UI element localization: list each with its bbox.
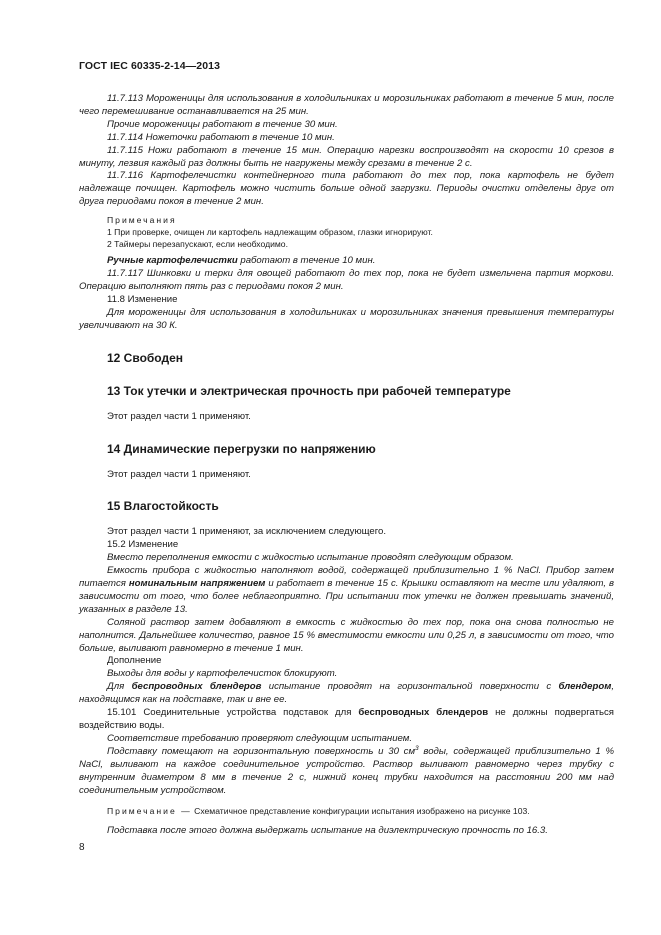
paragraph-11-7-116: 11.7.116 Картофелечистки контейнерного типа работают до тех пор, пока картофель не будет надлежаще почищен. Картофель можно чистить больше одной загрузки. Периоды очистки отделены друг от друга периодами покоя в течение 2 мин. [79,170,614,208]
section-13-heading: 13 Ток утечки и электрическая прочность при рабочей температуре [107,383,511,398]
paragraph-other-icecream: Прочие мороженицы работают в течение 30 мин. [107,118,338,130]
term-rated-voltage: номинальным напряжением [128,578,266,590]
section-15-addition: Дополнение [107,655,162,667]
section-14-heading: 14 Динамические перегрузки по напряжению [107,441,376,456]
paragraph-manual-peelers: Ручные картофелечистки работают в течение 10 мин. [107,255,376,267]
term-manual-peelers: Ручные картофелечистки [107,255,238,267]
section-15-para-d: Выходы для воды у картофелечисток блокируют. [107,668,338,680]
section-15-para-e: Для беспроводных блендеров испытание проводят на горизонтальной поверхности с блендером, находящимся как на подставке, так и вне ее. [79,681,614,706]
document-header: ГОСТ IEC 60335-2-14—2013 [79,60,221,72]
section-15-para-b: Емкость прибора с жидкостью наполняют водой, содержащей приблизительно 1 % NaCl. Прибор затем питается номинальным напряжением и работает в течение 15 с. Крышки оставляют на месте или удаляют, в зависимости от того, что более неблагоприятно. При испытании ток утечки не должен превышать значений, указанных в разделе 13. [79,565,614,615]
paragraph-temperature-rise: Для мороженицы для использования в холодильниках и морозильниках значения превышения температуры увеличивают на 30 К. [79,306,614,331]
notes-label: Примечания [107,215,177,226]
page-number: 8 [79,842,85,853]
note-label: Примечание — [107,806,192,817]
term-blender: блендером [558,681,612,693]
document-body [79,93,614,838]
section-12-heading: 12 Свободен [107,350,184,365]
section-15-2-change: 15.2 Изменение [107,539,179,551]
section-15-para-h: Подставку помещают на горизонтальную поверхность и 30 $см^3$ воды, содержащей приблизительно 1 % NaCl, выливают на каждое соединительное устройство. Раствор выливают равномерно через трубку с внутренним диаметром 8 мм в течение 2 с, нижний конец трубки находится на расстоянии 200 мм над соединительным устройством. [79,744,614,796]
note-1: 1 При проверке, очищен ли картофель надлежащим образом, глазки игнорируют. [107,227,433,238]
section-15-intro: Этот раздел части 1 применяют, за исключением следующего. [107,526,387,538]
paragraph-11-7-113: 11.7.113 Мороженицы для использования в холодильниках и морозильниках работают в течение 5 мин, после чего перемешивание останавливается на 25 мин. [79,93,614,117]
section-15-note: Примечание — Схематичное представление конфигурации испытания изображено на рисунке 103. [107,806,530,817]
term-cordless-blenders: беспроводных блендеров [131,681,262,693]
section-15-para-g: Соответствие требованию проверяют следующим испытанием. [107,732,413,744]
paragraph-11-7-114: 11.7.114 Ножеточки работают в течение 10 мин. [107,131,335,143]
section-13-text: Этот раздел части 1 применяют. [107,410,251,422]
paragraph-11-7-115: 11.7.115 Ножи работают в течение 15 мин. Операцию нарезки воспроизводят на скорости 10 срезов в минуту, лезвия каждый раз должны быть не нагружены между срезами в течение 2 с. [79,144,614,169]
section-15-heading: 15 Влагостойкость [107,499,219,514]
paragraph-11-7-117: 11.7.117 Шинковки и терки для овощей работают до тех пор, пока не будет измельчена партия моркови. Операцию выполняют пять раз с периодами покоя 2 мин. [79,268,614,292]
note-2: 2 Таймеры перезапускают, если необходимо. [107,239,288,250]
section-15-para-a: Вместо переполнения емкости с жидкостью испытание проводят следующим образом. [107,552,514,564]
paragraph-11-8: 11.8 Изменение [107,293,178,305]
section-14-text: Этот раздел части 1 применяют. [107,468,251,480]
section-15-para-i: Подставка после этого должна выдержать испытание на диэлектрическую прочность по 16.3. [107,825,548,837]
section-15-101: 15.101 Соединительные устройства подставок для беспроводных блендеров не должны подвергаться воздействию воды. [79,707,614,731]
section-15-para-c: Соляной раствор затем добавляют в емкость с жидкостью до тех пор, пока она снова полностью не наполнится. Дальнейшее количество, равное 15 % вместимости емкости или 0,25 л, в зависимости от того, что больше, выливают равномерно в течение 1 мин. [79,616,614,654]
term-cordless-blenders-2: беспроводных блендеров [358,707,489,719]
